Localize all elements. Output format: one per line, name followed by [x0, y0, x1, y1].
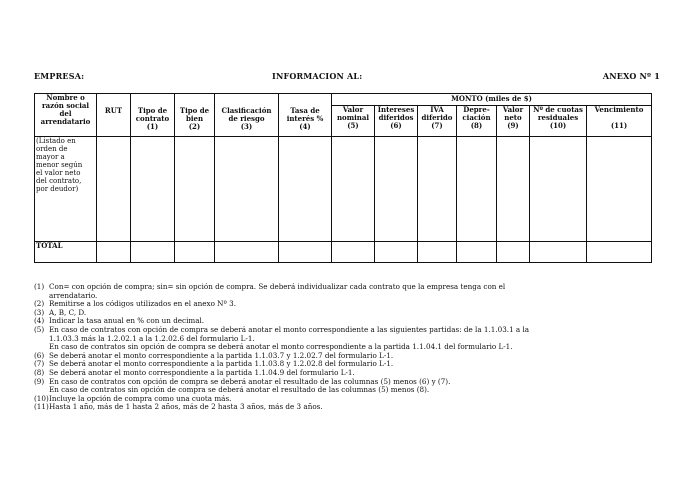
form-header — [34, 71, 664, 83]
footnote-number: (3) — [34, 307, 45, 317]
footnote-text: En caso de contratos sin opción de compra se deberá anotar el monto correspondiente a la partida 1.1.04.1 del formulario L-1. — [49, 342, 513, 352]
total-cell — [131, 242, 175, 263]
total-cell — [332, 242, 375, 263]
header-tipo-contrato: Tipo de contrato (1) — [131, 94, 175, 137]
header-tipo-bien: Tipo de bien (2) — [175, 94, 215, 137]
total-label: TOTAL — [35, 242, 97, 263]
total-cell — [457, 242, 497, 263]
data-cell — [332, 137, 375, 242]
total-cell — [587, 242, 652, 263]
data-cell — [131, 137, 175, 242]
footnote-text: Se deberá anotar el monto correspondiente a la partida 1.1.03.8 y 1.2.02.8 del formulario L-1. — [49, 359, 394, 369]
footnote-text: Con= con opción de compra; sin= sin opción de compra. Se deberá individualizar cada contrato que la empresa tenga con el — [49, 282, 506, 291]
data-cell — [457, 137, 497, 242]
header-tasa: Tasa de interés % (4) — [279, 94, 332, 137]
footnote-text: Se deberá anotar el monto correspondiente a la partida 1.1.03.7 y 1.2.02.7 del formulario L-1. — [49, 350, 394, 360]
header-name: Nombre o razón social del arrendatario — [35, 94, 97, 137]
data-cell — [530, 137, 587, 242]
header-clasificacion: Clasificación de riesgo (3) — [215, 94, 279, 137]
header-vencimiento: Vencimiento (11) — [587, 106, 652, 137]
data-cell — [587, 137, 652, 242]
footnote-text: En caso de contratos sin opción de compra se deberá anotar el resultado de las columnas (5) menos (8). — [49, 385, 430, 395]
footnote-number: (2) — [34, 299, 45, 309]
footnote-number: (8) — [34, 367, 45, 377]
leasing-table — [34, 93, 652, 263]
total-cell — [418, 242, 457, 263]
footnote-text: A, B, C, D. — [49, 307, 87, 317]
data-cell — [279, 137, 332, 242]
footnote-text: En caso de contratos con opción de compra se deberá anotar el resultado de las columnas (5) menos (6) y (7). — [49, 376, 451, 386]
footnote-number: (4) — [34, 316, 45, 326]
footnote-text: Se deberá anotar el monto correspondiente a la partida 1.1.04.9 del formulario L-1. — [49, 367, 355, 377]
header-cuotas: Nº de cuotas residuales (10) — [530, 106, 587, 137]
footnote-number: (7) — [34, 359, 45, 369]
footnote-text: En caso de contratos con opción de compra se deberá anotar el monto correspondiente a las siguientes partidas: de la 1.1.03.1 a la — [49, 324, 530, 334]
footnote — [34, 403, 664, 412]
footnote-text: arrendatario. — [49, 290, 98, 300]
header-valor-nominal: Valor nominal (5) — [332, 106, 375, 137]
footnote-number: (11) — [34, 402, 49, 412]
header-valor-neto: Valor neto (9) — [497, 106, 530, 137]
listing-note-cell: (Listado en orden de mayor a menor según el valor neto del contrato, por deudor) — [35, 137, 97, 242]
total-cell — [375, 242, 418, 263]
data-cell — [97, 137, 131, 242]
footnote-number: (9) — [34, 376, 45, 386]
data-cell — [497, 137, 530, 242]
total-cell — [215, 242, 279, 263]
footnote-text: 1.1.03.3 más la 1.2.02.1 a la 1.2.02.6 del formulario L-1. — [49, 333, 255, 343]
informacion-label: INFORMACION AL: — [272, 71, 363, 81]
footnote-text: Remitirse a los códigos utilizados en el anexo Nº 3. — [49, 299, 236, 309]
footnotes — [34, 283, 664, 412]
total-cell — [530, 242, 587, 263]
header-depreciacion: Depre- ciación (8) — [457, 106, 497, 137]
total-cell — [175, 242, 215, 263]
data-cell — [375, 137, 418, 242]
header-rut: RUT — [97, 94, 131, 137]
data-cell — [215, 137, 279, 242]
footnote — [34, 378, 664, 395]
header-monto-group: MONTO (miles de $) — [332, 94, 652, 106]
footnote-text: Hasta 1 año, más de 1 hasta 2 años, más de 2 hasta 3 años, más de 3 años. — [49, 402, 323, 412]
footnote — [34, 326, 664, 352]
anexo-label: ANEXO Nº 1 — [602, 71, 660, 81]
data-cell — [175, 137, 215, 242]
footnote-number: (6) — [34, 350, 45, 360]
footnote — [34, 300, 664, 309]
footnote-number: (10) — [34, 393, 49, 403]
header-iva: IVA diferido (7) — [418, 106, 457, 137]
footnote-text: Incluye la opción de compra como una cuota más. — [49, 393, 232, 403]
total-cell — [279, 242, 332, 263]
data-cell — [418, 137, 457, 242]
empresa-label: EMPRESA: — [34, 71, 85, 81]
header-intereses: Intereses diferidos (6) — [375, 106, 418, 137]
footnote — [34, 283, 664, 300]
total-cell — [97, 242, 131, 263]
footnote-text: Indicar la tasa anual en % con un decimal. — [49, 316, 205, 326]
footnote-number: (1) — [34, 282, 45, 291]
total-cell — [497, 242, 530, 263]
footnote-number: (5) — [34, 324, 45, 334]
